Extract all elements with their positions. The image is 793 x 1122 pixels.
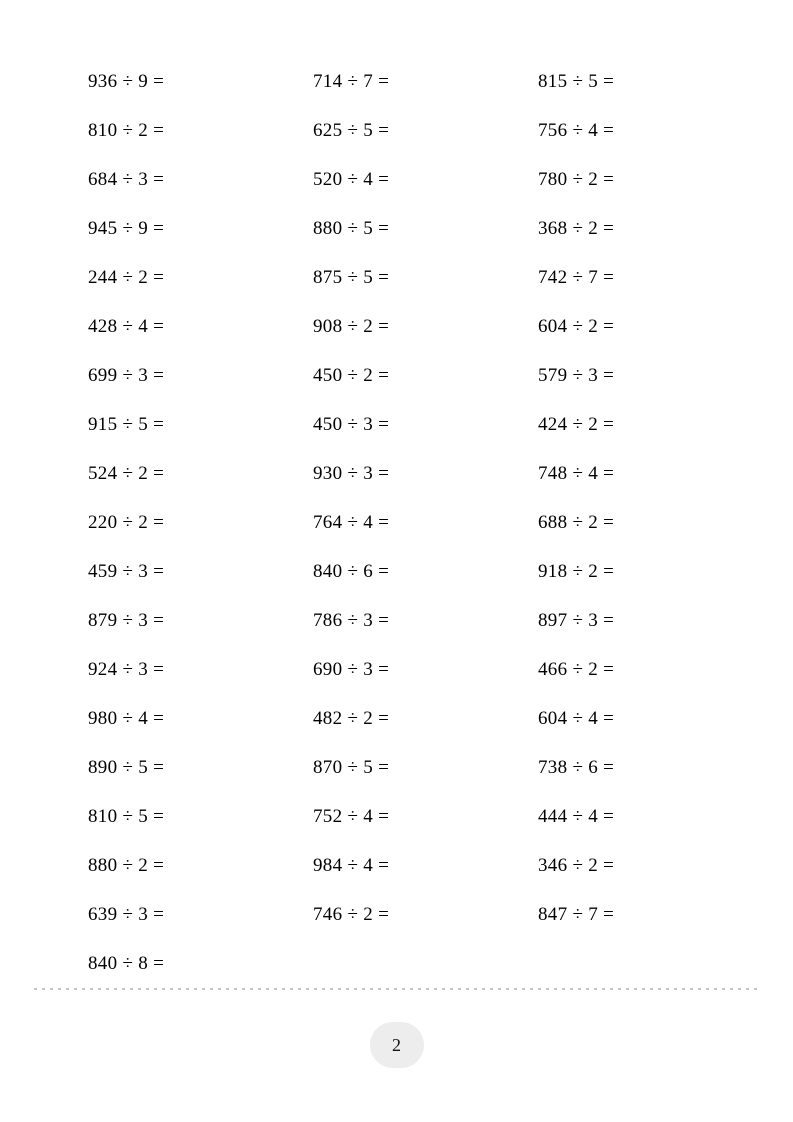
division-problem: 984 ÷ 4 = xyxy=(313,854,390,876)
division-problem: 924 ÷ 3 = xyxy=(88,658,165,680)
division-problem: 786 ÷ 3 = xyxy=(313,609,390,631)
division-problem: 880 ÷ 5 = xyxy=(313,217,390,239)
page-number-badge xyxy=(370,1022,424,1068)
division-problem: 450 ÷ 2 = xyxy=(313,364,390,386)
division-problem: 604 ÷ 2 = xyxy=(538,315,615,337)
division-problem: 875 ÷ 5 = xyxy=(313,266,390,288)
division-problem: 450 ÷ 3 = xyxy=(313,413,390,435)
division-problem: 459 ÷ 3 = xyxy=(88,560,165,582)
division-problem: 746 ÷ 2 = xyxy=(313,903,390,925)
division-problem: 915 ÷ 5 = xyxy=(88,413,165,435)
division-problem: 424 ÷ 2 = xyxy=(538,413,615,435)
division-problem: 847 ÷ 7 = xyxy=(538,903,615,925)
division-problem: 444 ÷ 4 = xyxy=(538,805,615,827)
division-problem: 840 ÷ 8 = xyxy=(88,952,165,974)
division-problem: 524 ÷ 2 = xyxy=(88,462,165,484)
division-problem: 604 ÷ 4 = xyxy=(538,707,615,729)
division-problem: 742 ÷ 7 = xyxy=(538,266,615,288)
division-problem: 466 ÷ 2 = xyxy=(538,658,615,680)
division-problem: 930 ÷ 3 = xyxy=(313,462,390,484)
division-problem: 890 ÷ 5 = xyxy=(88,756,165,778)
division-problem: 738 ÷ 6 = xyxy=(538,756,615,778)
division-problem: 639 ÷ 3 = xyxy=(88,903,165,925)
division-problem: 220 ÷ 2 = xyxy=(88,511,165,533)
division-problem: 244 ÷ 2 = xyxy=(88,266,165,288)
division-problem: 714 ÷ 7 = xyxy=(313,70,390,92)
division-problem: 428 ÷ 4 = xyxy=(88,315,165,337)
division-problem: 482 ÷ 2 = xyxy=(313,707,390,729)
division-problem: 880 ÷ 2 = xyxy=(88,854,165,876)
division-problem: 346 ÷ 2 = xyxy=(538,854,615,876)
division-problem: 756 ÷ 4 = xyxy=(538,119,615,141)
page-number: 2 xyxy=(392,1034,401,1055)
division-problem: 918 ÷ 2 = xyxy=(538,560,615,582)
division-problem: 690 ÷ 3 = xyxy=(313,658,390,680)
division-problem: 840 ÷ 6 = xyxy=(313,560,390,582)
division-problem: 748 ÷ 4 = xyxy=(538,462,615,484)
division-problem: 980 ÷ 4 = xyxy=(88,707,165,729)
division-problem: 936 ÷ 9 = xyxy=(88,70,165,92)
problems-grid xyxy=(88,57,763,988)
division-problem: 579 ÷ 3 = xyxy=(538,364,615,386)
division-problem: 780 ÷ 2 = xyxy=(538,168,615,190)
division-problem: 810 ÷ 5 = xyxy=(88,805,165,827)
division-problem: 945 ÷ 9 = xyxy=(88,217,165,239)
dashed-divider xyxy=(34,988,759,990)
division-problem: 879 ÷ 3 = xyxy=(88,609,165,631)
division-problem: 520 ÷ 4 = xyxy=(313,168,390,190)
division-problem: 688 ÷ 2 = xyxy=(538,511,615,533)
division-problem: 625 ÷ 5 = xyxy=(313,119,390,141)
division-problem: 368 ÷ 2 = xyxy=(538,217,615,239)
division-problem: 684 ÷ 3 = xyxy=(88,168,165,190)
division-problem: 870 ÷ 5 = xyxy=(313,756,390,778)
division-problem: 908 ÷ 2 = xyxy=(313,315,390,337)
division-problem: 699 ÷ 3 = xyxy=(88,364,165,386)
division-problem: 752 ÷ 4 = xyxy=(313,805,390,827)
division-problem: 810 ÷ 2 = xyxy=(88,119,165,141)
division-problem: 897 ÷ 3 = xyxy=(538,609,615,631)
division-problem: 815 ÷ 5 = xyxy=(538,70,615,92)
division-problem: 764 ÷ 4 = xyxy=(313,511,390,533)
